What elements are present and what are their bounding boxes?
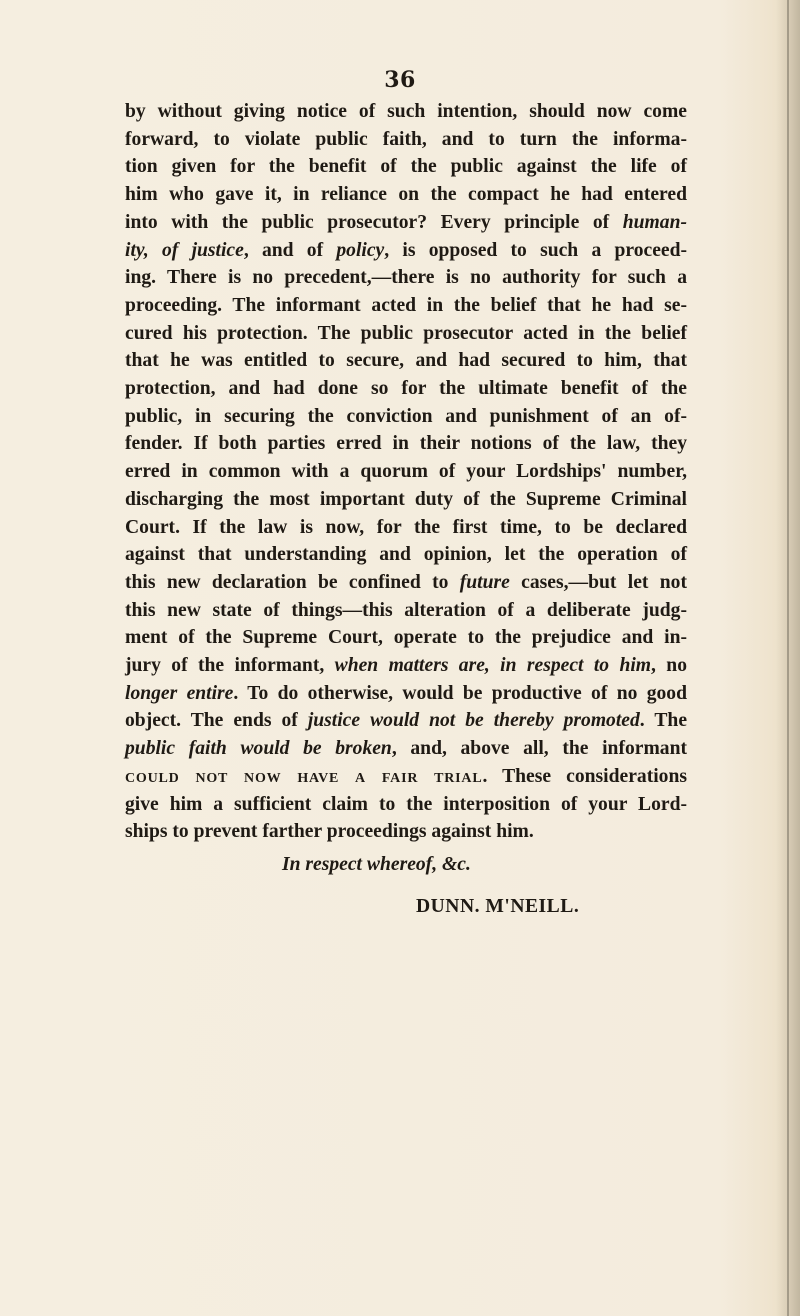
text-line-23: object. The ends of justice would not be thereby promoted. The [125,710,688,732]
text-line-6: ity, of justice, and of policy, is opposed to such a proceed- [125,239,688,261]
text-line-4: him who gave it, in reliance on the compact he had entered [125,184,687,206]
text-line-12: public, in securing the conviction and punishment of an of- [125,405,687,427]
text-line-3: tion given for the benefit of the public against the life of [125,156,687,178]
text-line-16: Court. If the law is now, for the first time, to be declared [125,516,687,538]
text-line-14: erred in common with a quorum of your Lordships' number, [125,461,687,483]
text-line-11: protection, and had done so for the ultimate benefit of the [125,378,687,400]
page-number: 36 [384,67,416,93]
text-line-15: discharging the most important duty of the Supreme Criminal [125,488,687,510]
text-line-9: cured his protection. The public prosecutor acted in the belief [125,322,687,344]
text-line-18: this new declaration be confined to future cases,—but let not [125,571,687,593]
text-line-20: ment of the Supreme Court, operate to the prejudice and in- [125,627,687,649]
body-text [125,98,687,846]
text-line-21: jury of the informant, when matters are, in respect to him, no [125,655,687,677]
text-line-13: fender. If both parties erred in their notions of the law, they [125,433,687,455]
text-line-5: into with the public prosecutor? Every principle of human- [125,211,687,233]
text-line-25: could not now have a fair trial. These considerations [125,765,687,787]
text-line-19: this new state of things—this alteration of a deliberate judg- [125,599,687,621]
page-edge-line [787,0,789,1316]
text-line-8: proceeding. The informant acted in the belief that he had se- [125,294,687,316]
text-line-24: public faith would be broken, and, above all, the informant [125,738,687,760]
text-line-22: longer entire. To do otherwise, would be productive of no good [125,682,687,704]
text-line-17: against that understanding and opinion, let the operation of [125,544,687,566]
text-line-27: ships to prevent farther proceedings against him. [125,821,534,843]
closing-phrase: In respect whereof, &c. [282,854,471,875]
signature-line: DUNN. M'NEILL. [416,896,580,917]
text-line-26: give him a sufficient claim to the interposition of your Lord- [125,793,687,815]
text-line-2: forward, to violate public faith, and to turn the informa- [125,128,687,150]
text-line-1: by without giving notice of such intention, should now come [125,101,687,122]
text-line-7: ing. There is no precedent,—there is no authority for such a [125,267,687,289]
text-line-10: that he was entitled to secure, and had secured to him, that [125,350,687,372]
